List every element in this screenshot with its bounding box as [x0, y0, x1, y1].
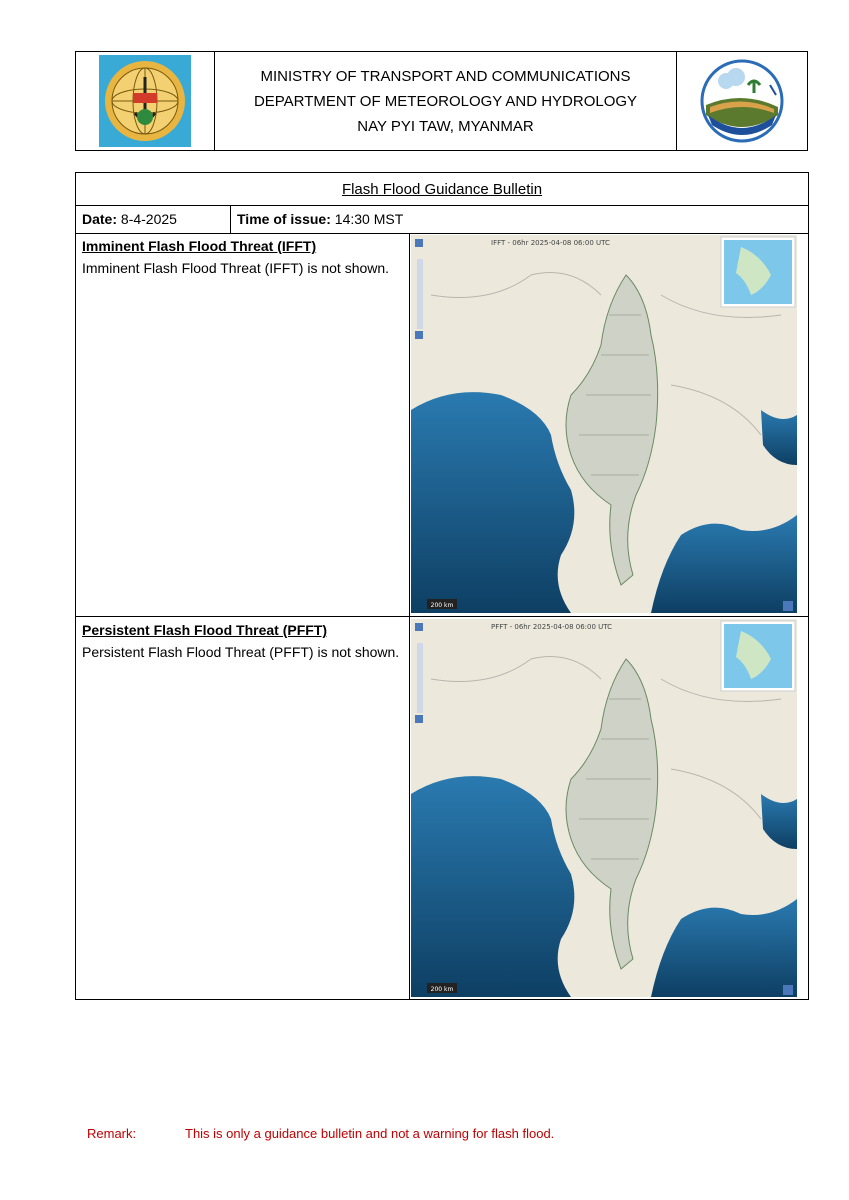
dmh-logo [676, 52, 807, 150]
date-value: 8-4-2025 [120, 211, 177, 227]
pfft-map-title: PFFT - 06hr 2025-04-08 06:00 UTC [491, 623, 613, 631]
issue-info-row [76, 205, 808, 234]
location: NAY PYI TAW, MYANMAR [357, 117, 534, 135]
info-icon [783, 601, 793, 611]
ifft-map-title: IFFT - 06hr 2025-04-08 06:00 UTC [491, 239, 610, 247]
column-divider [409, 233, 410, 616]
ifft-body: Imminent Flash Flood Threat (IFFT) is not shown. [82, 260, 390, 276]
pfft-section [76, 617, 808, 999]
pfft-map-scale: 200 km [430, 986, 454, 993]
ifft-map [411, 235, 797, 613]
bulletin-title: Flash Flood Guidance Bulletin [341, 180, 543, 198]
letterhead-text [215, 52, 676, 150]
pfft-body: Persistent Flash Flood Threat (PFFT) is not shown. [82, 644, 400, 660]
zoom-out-icon [415, 715, 423, 723]
bulletin-title-row [76, 173, 808, 206]
time-value: 14:30 MST [334, 211, 404, 227]
ministry-emblem-icon [99, 55, 191, 147]
letterhead [75, 51, 808, 151]
zoom-out-icon [415, 331, 423, 339]
remark-label: Remark: [87, 1126, 137, 1141]
department-name: DEPARTMENT OF METEOROLOGY AND HYDROLOGY [253, 92, 638, 110]
date-label: Date: [82, 211, 118, 227]
pfft-map [411, 619, 797, 997]
pfft-heading: Persistent Flash Flood Threat (PFFT) [82, 622, 328, 638]
ifft-map-scale: 200 km [430, 602, 454, 609]
time-cell [231, 205, 403, 233]
ifft-text [82, 235, 400, 279]
bulletin-table [75, 172, 809, 1000]
ifft-section [76, 233, 808, 617]
date-cell [76, 205, 231, 233]
hydrology-cycle-icon [696, 55, 788, 147]
pfft-text [82, 619, 400, 663]
time-label: Time of issue: [237, 211, 331, 227]
zoom-in-icon [415, 239, 423, 247]
info-icon [783, 985, 793, 995]
ministry-name: MINISTRY OF TRANSPORT AND COMMUNICATIONS [260, 67, 631, 85]
zoom-in-icon [415, 623, 423, 631]
ministry-logo [76, 52, 215, 150]
remark [87, 1126, 554, 1141]
remark-text: This is only a guidance bulletin and not a warning for flash flood. [185, 1126, 555, 1141]
column-divider [409, 617, 410, 999]
ifft-heading: Imminent Flash Flood Threat (IFFT) [82, 238, 317, 254]
